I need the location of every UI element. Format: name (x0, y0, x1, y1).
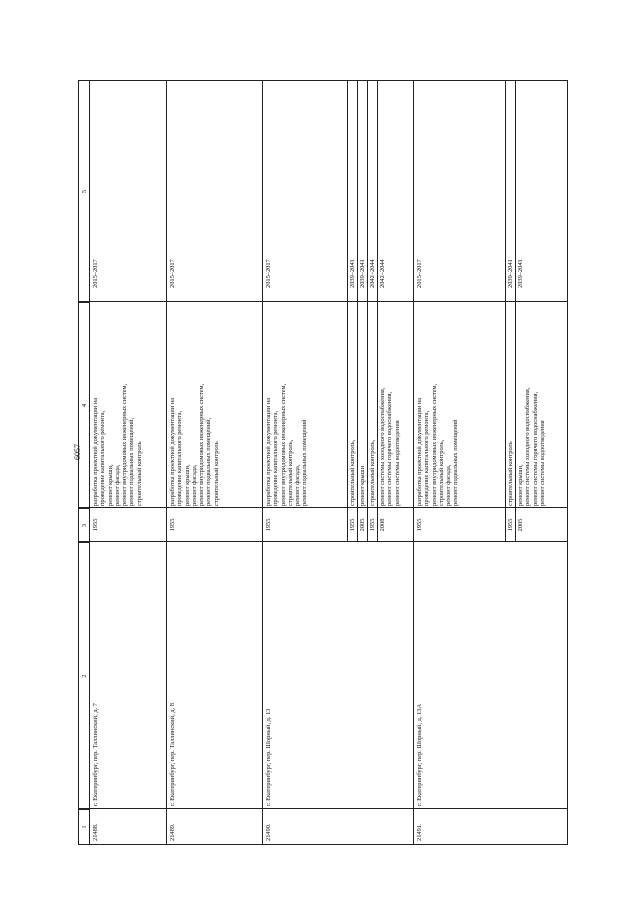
repair-period: 2039–2041 (349, 259, 356, 288)
construction-year: 1955 (349, 518, 356, 532)
construction-year: 2005 (359, 518, 366, 532)
construction-year: 1955 (507, 518, 514, 532)
repair-period: 2015–2017 (169, 259, 176, 288)
repair-works: ремонт крыши, ремонт системы холодного водоснабжения, ремонт системы горячего водоснабжения, ремонт системы водоотведения (517, 387, 546, 506)
construction-year: 2008 (379, 518, 386, 532)
repair-works: разработка проектной документации на проведение капитального ремонта, ремонт крыши, ремонт фасада, ремонт внутридомовых инженерных систем, ремонт подвальных помещений, строительный контроль (92, 383, 143, 506)
row-divider (262, 81, 263, 844)
page-number: 6057 (73, 444, 82, 460)
row-address: г. Екатеринбург, пер. Таллинский, д. 8 (169, 703, 176, 806)
row-number: 21490. (265, 823, 272, 841)
repair-schedule-table (78, 80, 568, 845)
sub-row-divider (377, 81, 378, 542)
repair-period: 2015–2017 (416, 259, 423, 288)
sub-row-divider (515, 81, 516, 542)
row-divider (166, 81, 167, 844)
row-divider (413, 81, 414, 844)
row-number: 21489. (169, 823, 176, 841)
repair-works: разработка проектной документации на проведение капитального ремонта, ремонт внутридомовых инженерных систем, строительный контроль, ремонт фасада, ремонт подвальных помещений (416, 383, 460, 506)
repair-period: 2039–2041 (359, 259, 366, 288)
repair-works: строительный контроль, (349, 439, 356, 506)
column-divider (79, 301, 567, 302)
repair-works: строительный контроль (507, 441, 514, 506)
construction-year: 1955 (265, 518, 272, 532)
sub-row-divider (367, 81, 368, 542)
document-sheet (78, 80, 568, 845)
repair-period: 2042–2044 (369, 259, 376, 288)
sub-row-divider (357, 81, 358, 542)
row-address: г. Екатеринбург, пер. Шорный, д. 13 (265, 708, 272, 806)
row-address: г. Екатеринбург, пер. Таллинский, д. 7 (92, 703, 99, 806)
column-header-4: 4 (79, 302, 90, 508)
construction-year: 1955 (369, 518, 376, 532)
repair-period: 2039–2041 (517, 259, 524, 288)
repair-period: 2015–2017 (265, 259, 272, 288)
repair-period: 2042–2044 (379, 259, 386, 288)
construction-year: 2005 (517, 518, 524, 532)
construction-year: 1955 (169, 518, 176, 532)
repair-period: 2039–2041 (507, 259, 514, 288)
column-header-3: 3 (79, 508, 90, 542)
repair-works: строительный контроль, (369, 439, 376, 506)
sub-row-divider (505, 81, 506, 542)
column-header-1: 1 (79, 809, 90, 844)
row-number: 21491. (416, 823, 423, 841)
repair-period: 2015–2017 (92, 259, 99, 288)
construction-year: 1955 (92, 518, 99, 532)
column-divider (79, 808, 567, 809)
column-divider (79, 541, 567, 542)
repair-works: ремонт крыши (359, 465, 366, 506)
construction-year: 1955 (416, 518, 423, 532)
repair-works: ремонт системы холодного водоснабжения, ремонт системы горячего водоснабжения, ремонт системы водоотведения (379, 387, 401, 506)
column-divider (79, 507, 567, 508)
repair-works: разработка проектной документации на проведение капитального ремонта, ремонт внутридомовых инженерных систем, строительный контроль, ремонт фасада, ремонт подвальных помещений (265, 383, 309, 506)
repair-works: разработка проектной документации на проведение капитального ремонта, ремонт крыши, ремонт фасада, ремонт внутридомовых инженерных систем, ремонт подвальных помещений, строительный контроль (169, 383, 220, 506)
sub-row-divider (347, 81, 348, 542)
column-header-5: 5 (79, 81, 90, 302)
column-header-2: 2 (79, 542, 90, 809)
row-number: 21488. (92, 823, 99, 841)
row-address: г. Екатеринбург, пер. Шорный, д. 13А (416, 703, 423, 806)
